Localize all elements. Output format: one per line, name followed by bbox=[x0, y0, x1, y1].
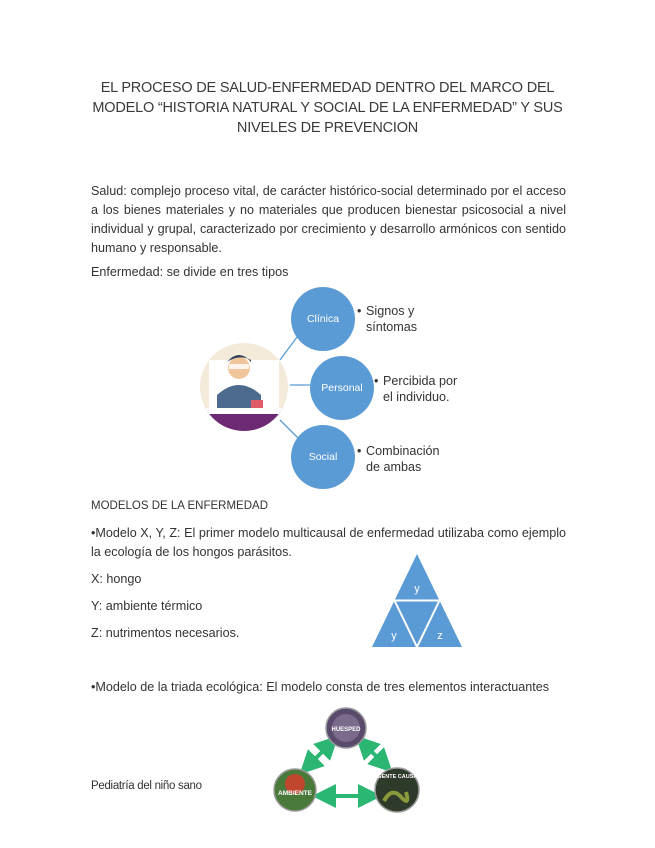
label-ambiente: AMBIENTE bbox=[278, 790, 312, 797]
triangle-label-left: y bbox=[391, 630, 397, 642]
xyz-item-z: Z: nutrimentos necesarios. bbox=[91, 626, 240, 640]
bullet-dot: • bbox=[357, 444, 362, 458]
triangle-label-right: z bbox=[437, 630, 443, 642]
page-title: EL PROCESO DE SALUD-ENFERMEDAD DENTRO DEL MARCO DEL MODELO “HISTORIA NATURAL Y SOCIAL DE LA ENFERMEDAD” Y SUS NIVELES DE PREVENCION bbox=[92, 80, 563, 136]
footer-text: Pediatría del niño sano bbox=[91, 780, 202, 792]
circle-clinica: Clínica bbox=[291, 287, 355, 351]
model-triad-text: •Modelo de la triada ecológica: El modelo consta de tres elementos interactuantes bbox=[91, 680, 550, 694]
xyz-triangle bbox=[370, 552, 465, 649]
xyz-item-x: X: hongo bbox=[91, 572, 142, 586]
models-heading: MODELOS DE LA ENFERMEDAD bbox=[91, 500, 269, 512]
desc-personal: • Percibida por el individuo. bbox=[374, 374, 458, 404]
label-huesped: HUESPED bbox=[331, 727, 361, 733]
bullet-dot: • bbox=[357, 304, 362, 318]
label-agente-causal: AGENTE CAUSAL bbox=[373, 774, 421, 780]
triangle-label-top: y bbox=[414, 583, 420, 595]
circle-personal: Personal bbox=[310, 356, 374, 420]
desc-social: • Combinación de ambas bbox=[357, 444, 440, 474]
circle-social: Social bbox=[291, 425, 355, 489]
arrow-huesped-ambiente bbox=[308, 744, 330, 766]
xyz-item-y: Y: ambiente térmico bbox=[91, 599, 203, 613]
arrow-huesped-agente bbox=[364, 744, 384, 764]
health-definition: Salud: complejo proceso vital, de carácter histórico-social determinado por el acceso a los bienes materiales y no materiales que producen bienestar psicosocial a nivel individual y grupal, caracterizado por crecimiento y desarrollo armónicos con sentido humano y responsable. bbox=[91, 184, 566, 255]
desc-clinica: • Signos y síntomas bbox=[357, 304, 418, 334]
bullet-dot: • bbox=[374, 374, 379, 388]
triad-diagram bbox=[272, 706, 422, 818]
model-xyz-text: •Modelo X, Y, Z: El primer modelo multicausal de enfermedad utilizaba como ejemplo la ecología de los hongos parásitos. bbox=[91, 526, 566, 559]
disease-intro: Enfermedad: se divide en tres tipos bbox=[91, 265, 289, 279]
sick-person-illustration bbox=[199, 340, 289, 435]
